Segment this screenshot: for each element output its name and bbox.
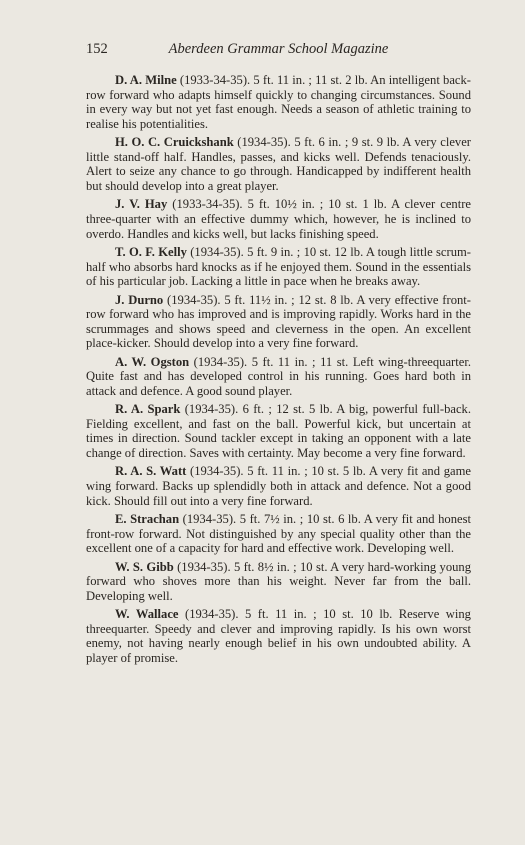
player-name: J. V. Hay (115, 197, 168, 212)
player-entry (86, 464, 471, 508)
player-entry (86, 73, 471, 131)
player-name: J. Durno (115, 292, 164, 307)
player-entry (86, 135, 471, 193)
page-number: 152 (86, 41, 108, 57)
player-name: D. A. Milne (115, 73, 177, 87)
player-description: (1934-35). 5 ft. 6 in. ; 9 st. 9 lb. A very clever little stand-off half. Handles, passes, and kicks well. Defends tenaciously. Alert to seize any chance to go through. Handicapped by indifferent health but should develop into a great player. (86, 135, 471, 193)
player-name: R. A. Spark (115, 402, 181, 417)
player-entries (86, 73, 471, 669)
player-name: R. A. S. Watt (115, 464, 187, 479)
running-title: Aberdeen Grammar School Magazine (168, 41, 389, 57)
player-name: E. Strachan (115, 512, 180, 526)
player-description: (1934-35). 5 ft. 11 in. ; 10 st. 10 lb. Reserve wing threequarter. Speedy and clever and improving rapidly. Is his own worst enemy, not having nearly enough belief in his own undoubted ability. A player of promise. (86, 607, 471, 665)
player-name: H. O. C. Cruickshank (115, 135, 234, 150)
player-description: (1933-34-35). 5 ft. 11 in. ; 11 st. 2 lb. An intelligent back-row forward who adapts himself quickly to changing circumstances. Sound in every way but not yet fast enough. Needs a season of athletic training to realise his potentialities. (86, 73, 471, 131)
player-description: (1934-35). 5 ft. 9 in. ; 10 st. 12 lb. A tough little scrum-half who absorbs hard knocks as if he enjoyed them. Sound in the essentials of his particular job. Lacking a little in pace when he breaks away. (86, 244, 471, 289)
player-entry (86, 197, 471, 241)
player-description: (1934-35). 6 ft. ; 12 st. 5 lb. A big, powerful full-back. Fielding excellent, and fast on the ball. Powerful kick, but uncertain at times in direction. Sound tackler except in taking an opponent with a late change of direction. Saves with certainty. May become a very fine forward. (86, 402, 471, 461)
player-name: T. O. F. Kelly (115, 244, 187, 259)
player-description: (1934-35). 5 ft. 7½ in. ; 10 st. 6 lb. A very fit and honest front-row forward. Not distinguished by any special quality other than the excellent one of a capacity for hard and effective work. Developing well. (86, 512, 471, 556)
player-description: (1934-35). 5 ft. 11 in. ; 10 st. 5 lb. A very fit and game wing forward. Backs up splendidly both in attack and defence. Not a good kick. Should fill out into a very fine forward. (86, 464, 471, 508)
player-entry (86, 560, 471, 604)
player-description: (1934-35). 5 ft. 11½ in. ; 12 st. 8 lb. A very effective front-row forward who has improved and is improving rapidly. Works hard in the scrummages and shows speed and cleverness in the open. An excellent place-kicker. Should develop into a very fine forward. (86, 292, 471, 351)
player-entry (86, 607, 471, 665)
player-description: (1933-34-35). 5 ft. 10½ in. ; 10 st. 1 lb. A clever centre three-quarter with an effective dummy which, however, he is inclined to overdo. Handles and kicks well, but lacks finishing speed. (86, 197, 471, 241)
player-entry (86, 293, 471, 351)
player-description: (1934-35). 5 ft. 8½ in. ; 10 st. A very hard-working young forward who shoves more than his weight. Never far from the ball. Developing well. (86, 559, 472, 603)
player-name: W. Wallace (115, 607, 179, 622)
player-entry (86, 245, 471, 289)
player-name: A. W. Ogston (115, 354, 190, 369)
player-entry (86, 402, 471, 460)
player-description: (1934-35). 5 ft. 11 in. ; 11 st. Left wing-threequarter. Quite fast and has developed control in his running. Goes hard both in attack and defence. A good sound player. (86, 354, 471, 398)
player-entry (86, 512, 471, 556)
player-entry (86, 355, 471, 399)
player-name: W. S. Gibb (115, 559, 174, 574)
